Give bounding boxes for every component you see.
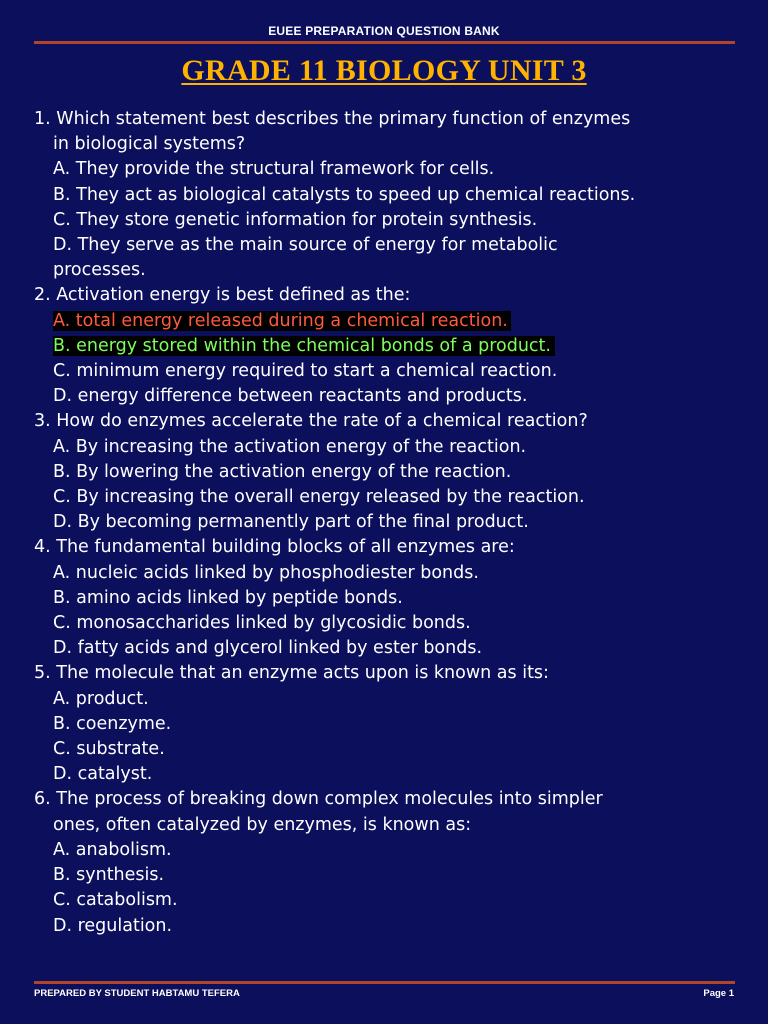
question-4 xyxy=(34,535,734,661)
page-number: Page 1 xyxy=(703,988,734,999)
question-stem: 1. Which statement best describes the primary function of enzymes xyxy=(34,109,631,129)
question-6 xyxy=(34,787,734,938)
option-a xyxy=(34,309,734,334)
option-c: C. catabolism. xyxy=(53,890,178,911)
question-1 xyxy=(34,107,734,283)
header-divider xyxy=(34,41,735,44)
option-b: B. synthesis. xyxy=(53,865,165,886)
question-2 xyxy=(34,283,734,409)
footer-divider xyxy=(34,981,735,984)
highlighted-option-red: A. total energy released during a chemical reaction. xyxy=(53,311,511,331)
question-stem-continued: ones, often catalyzed by enzymes, is known as: xyxy=(53,814,472,835)
option-b: B. coenzyme. xyxy=(53,713,172,734)
author-credit: PREPARED BY STUDENT HABTAMU TEFERA xyxy=(34,988,240,999)
page-title xyxy=(0,54,768,88)
page-header: EUEE PREPARATION QUESTION BANK xyxy=(268,24,500,38)
option-b: B. By lowering the activation energy of the reaction. xyxy=(53,461,512,482)
option-c: C. They store genetic information for protein synthesis. xyxy=(53,209,538,230)
option-c: C. monosaccharides linked by glycosidic bonds. xyxy=(53,613,471,634)
question-3 xyxy=(34,409,734,535)
question-stem-continued: in biological systems? xyxy=(53,134,246,155)
option-d: D. By becoming permanently part of the final product. xyxy=(53,512,529,533)
title-text: GRADE 11 BIOLOGY UNIT 3 xyxy=(181,54,587,87)
question-stem: 4. The fundamental building blocks of all enzymes are: xyxy=(34,537,515,558)
option-d: D. regulation. xyxy=(53,915,173,936)
option-a: A. nucleic acids linked by phosphodiester bonds. xyxy=(53,562,479,583)
option-c: C. By increasing the overall energy released by the reaction. xyxy=(53,487,585,508)
option-d: D. energy difference between reactants and products. xyxy=(53,386,528,407)
option-c: C. minimum energy required to start a chemical reaction. xyxy=(53,361,558,382)
option-a: A. anabolism. xyxy=(53,839,172,860)
option-a: A. They provide the structural framework for cells. xyxy=(53,159,495,180)
question-list xyxy=(34,107,734,939)
question-stem: 2. Activation energy is best defined as the: xyxy=(34,285,411,306)
option-b: B. They act as biological catalysts to speed up chemical reactions. xyxy=(53,184,636,205)
option-d: D. They serve as the main source of energy for metabolic xyxy=(53,235,558,256)
option-b xyxy=(34,334,734,359)
option-b: B. amino acids linked by peptide bonds. xyxy=(53,587,403,608)
question-stem: 5. The molecule that an enzyme acts upon is known as its: xyxy=(34,663,549,684)
option-d-continued: processes. xyxy=(53,260,146,281)
option-a: A. By increasing the activation energy of the reaction. xyxy=(53,436,527,457)
question-stem: 3. How do enzymes accelerate the rate of a chemical reaction? xyxy=(34,411,588,432)
option-d: D. fatty acids and glycerol linked by ester bonds. xyxy=(53,638,483,659)
highlighted-option-green: B. energy stored within the chemical bonds of a product. xyxy=(53,336,555,356)
option-c: C. substrate. xyxy=(53,739,165,760)
option-d: D. catalyst. xyxy=(53,764,153,785)
question-5 xyxy=(34,661,734,787)
question-stem: 6. The process of breaking down complex molecules into simpler xyxy=(34,789,603,810)
option-a: A. product. xyxy=(53,688,149,709)
